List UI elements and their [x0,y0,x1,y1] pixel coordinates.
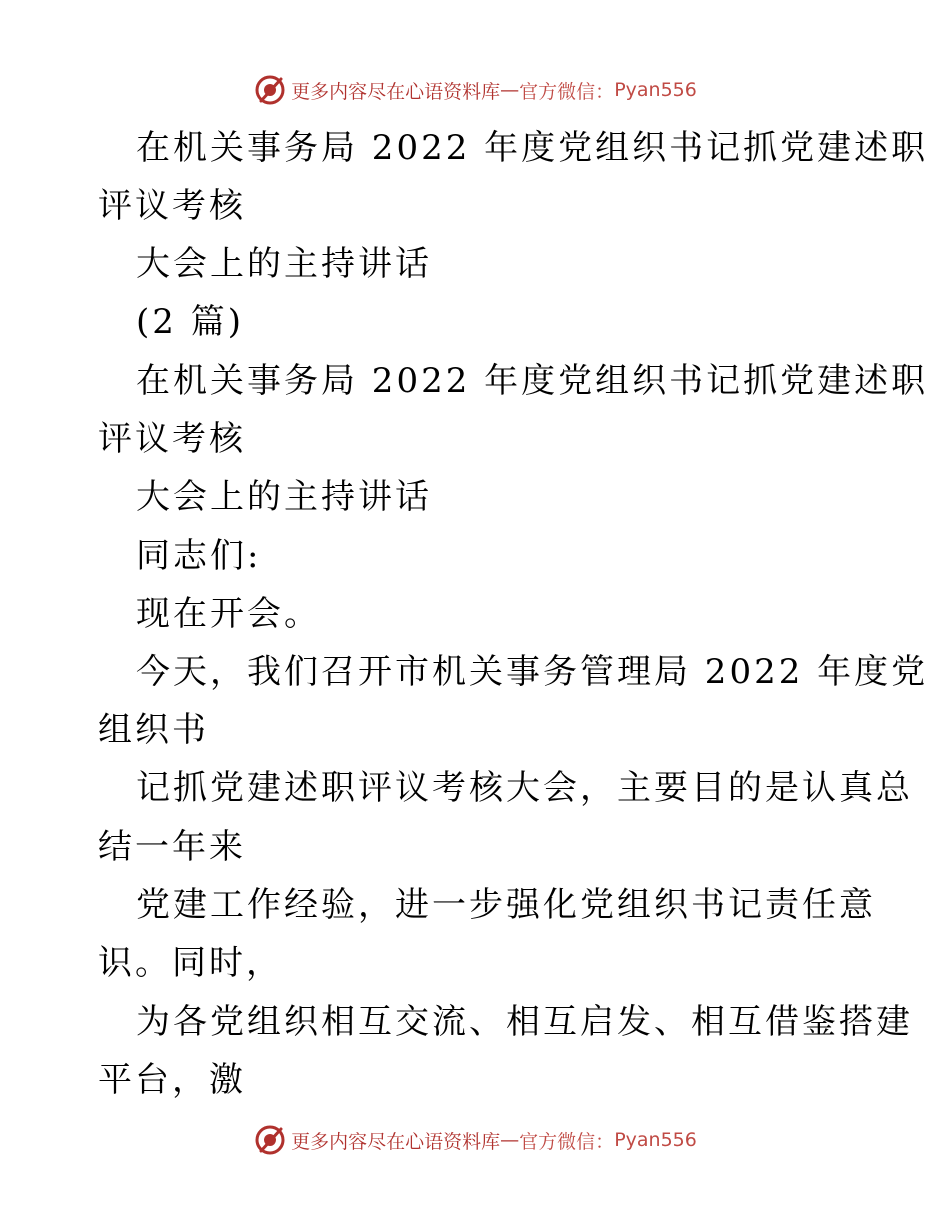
banner-main-text: 更多内容尽在心语资料库 [291,1130,501,1153]
paragraph-line: 党建工作经验，进一步强化党组织书记责任意 [136,885,876,925]
paragraph-line: 现在开会。 [136,594,321,634]
watermark-banner-bottom [0,1120,950,1160]
speech-title-line-1: 在机关事务局 2022 年度党组织书记抓党建述职 [136,361,929,401]
banner-account: Pyan556 [614,79,697,101]
banner-dash: — [500,79,520,101]
banner-wechat-label: 官方微信： [519,1130,615,1153]
title-line-1: 在机关事务局 2022 年度党组织书记抓党建述职 [136,128,929,168]
paragraph-line: 记抓党建述职评议考核大会，主要目的是认真总 [136,768,913,808]
pen-logo-icon [253,1123,287,1157]
banner-main-text: 更多内容尽在心语资料库 [291,80,501,103]
speech-title-line-3: 大会上的主持讲话 [136,477,432,517]
title-line-2: 评议考核 [98,186,246,226]
title-line-3: 大会上的主持讲话 [136,244,432,284]
paragraph-line: 平台，激 [98,1060,246,1100]
title-count: (2 篇) [136,302,244,342]
banner-dash: — [500,1129,520,1151]
paragraph-line: 组织书 [98,710,209,750]
speech-title-line-2: 评议考核 [98,419,246,459]
paragraph-line: 结一年来 [98,827,246,867]
salutation: 同志们: [136,536,262,576]
banner-account: Pyan556 [614,1129,697,1151]
banner-wechat-label: 官方微信： [519,80,615,103]
paragraph-line: 识。同时， [98,943,283,983]
paragraph-line: 为各党组织相互交流、相互启发、相互借鉴搭建 [136,1002,913,1042]
paragraph-line: 今天，我们召开市机关事务管理局 2022 年度党 [136,652,929,692]
